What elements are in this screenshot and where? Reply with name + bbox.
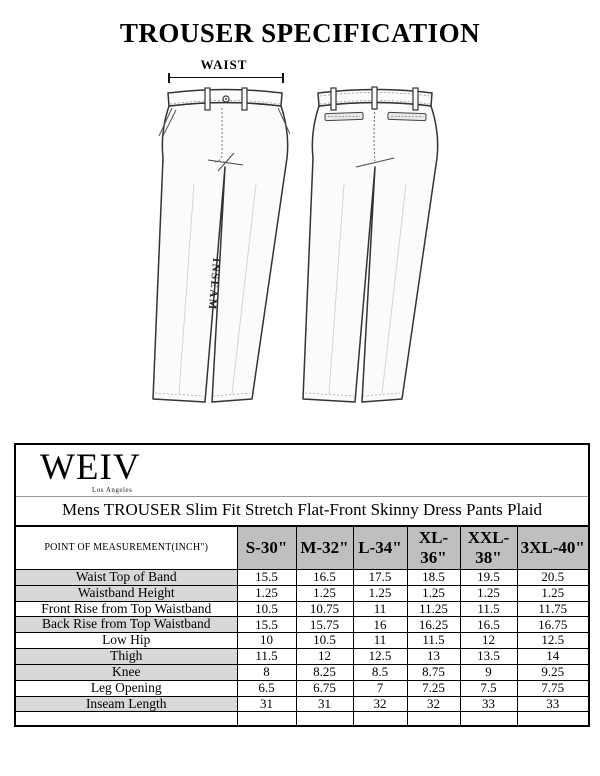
value-cell: 12.5 bbox=[517, 633, 589, 649]
value-cell: 10 bbox=[237, 633, 296, 649]
value-cell: 16.25 bbox=[407, 617, 460, 633]
value-cell: 14 bbox=[517, 649, 589, 665]
value-cell: 15.5 bbox=[237, 617, 296, 633]
value-cell: 8.75 bbox=[407, 664, 460, 680]
row-label: Waist Top of Band bbox=[15, 569, 237, 585]
trouser-front-view-drawing bbox=[150, 84, 290, 410]
row-label: Waistband Height bbox=[15, 585, 237, 601]
trouser-back-body bbox=[303, 103, 438, 403]
table-row bbox=[15, 633, 589, 649]
value-cell: 32 bbox=[407, 696, 460, 712]
row-label: Thigh bbox=[15, 649, 237, 665]
value-cell: 7 bbox=[353, 680, 407, 696]
waist-dimension-line bbox=[168, 73, 284, 83]
value-cell: 8 bbox=[237, 664, 296, 680]
trouser-front-body bbox=[153, 103, 288, 403]
value-cell: 17.5 bbox=[353, 569, 407, 585]
value-cell: 18.5 bbox=[407, 569, 460, 585]
size-header-xl: XL-36" bbox=[407, 526, 460, 570]
value-cell: 1.25 bbox=[517, 585, 589, 601]
value-cell: 16.5 bbox=[460, 617, 517, 633]
brand-logo: WEIV bbox=[40, 447, 141, 488]
value-cell: 8.5 bbox=[353, 664, 407, 680]
value-cell: 12 bbox=[460, 633, 517, 649]
value-cell: 11.25 bbox=[407, 601, 460, 617]
value-cell bbox=[407, 712, 460, 727]
table-row bbox=[15, 696, 589, 712]
value-cell: 16.75 bbox=[517, 617, 589, 633]
trouser-back-view-drawing bbox=[300, 84, 440, 410]
brand-sublabel: Los Angeles bbox=[92, 485, 133, 494]
value-cell: 33 bbox=[517, 696, 589, 712]
value-cell: 11 bbox=[353, 633, 407, 649]
value-cell: 1.25 bbox=[353, 585, 407, 601]
value-cell: 1.25 bbox=[407, 585, 460, 601]
table-header-row bbox=[15, 526, 589, 570]
value-cell: 9 bbox=[460, 664, 517, 680]
value-cell: 10.5 bbox=[296, 633, 353, 649]
table-row bbox=[15, 680, 589, 696]
value-cell bbox=[460, 712, 517, 727]
value-cell: 1.25 bbox=[296, 585, 353, 601]
value-cell: 16 bbox=[353, 617, 407, 633]
value-cell: 1.25 bbox=[460, 585, 517, 601]
product-title: Mens TROUSER Slim Fit Stretch Flat-Front Skinny Dress Pants Plaid bbox=[15, 496, 589, 526]
value-cell: 9.25 bbox=[517, 664, 589, 680]
value-cell: 11.5 bbox=[237, 649, 296, 665]
value-cell: 32 bbox=[353, 696, 407, 712]
waist-button-hole bbox=[225, 98, 227, 100]
value-cell: 15.75 bbox=[296, 617, 353, 633]
value-cell: 10.5 bbox=[237, 601, 296, 617]
row-label: Back Rise from Top Waistband bbox=[15, 617, 237, 633]
value-cell: 13 bbox=[407, 649, 460, 665]
size-header-xxl: XXL-38" bbox=[460, 526, 517, 570]
size-header-m: M-32" bbox=[296, 526, 353, 570]
row-label: Leg Opening bbox=[15, 680, 237, 696]
value-cell: 11.5 bbox=[407, 633, 460, 649]
table-row bbox=[15, 649, 589, 665]
value-cell: 31 bbox=[237, 696, 296, 712]
value-cell: 31 bbox=[296, 696, 353, 712]
size-header-s: S-30" bbox=[237, 526, 296, 570]
value-cell: 10.75 bbox=[296, 601, 353, 617]
value-cell: 8.25 bbox=[296, 664, 353, 680]
value-cell bbox=[517, 712, 589, 727]
value-cell: 12.5 bbox=[353, 649, 407, 665]
value-cell: 15.5 bbox=[237, 569, 296, 585]
value-cell: 11.5 bbox=[460, 601, 517, 617]
value-cell bbox=[353, 712, 407, 727]
row-label: Front Rise from Top Waistband bbox=[15, 601, 237, 617]
value-cell: 7.75 bbox=[517, 680, 589, 696]
value-cell: 12 bbox=[296, 649, 353, 665]
measurement-point-header: POINT OF MEASUREMENT(INCH") bbox=[15, 526, 237, 570]
value-cell: 20.5 bbox=[517, 569, 589, 585]
row-label bbox=[15, 712, 237, 727]
product-title-row bbox=[15, 496, 589, 526]
row-label: Inseam Length bbox=[15, 696, 237, 712]
table-row bbox=[15, 617, 589, 633]
value-cell: 6.75 bbox=[296, 680, 353, 696]
value-cell: 7.25 bbox=[407, 680, 460, 696]
value-cell: 7.5 bbox=[460, 680, 517, 696]
table-row-empty bbox=[15, 712, 589, 727]
value-cell: 19.5 bbox=[460, 569, 517, 585]
table-row bbox=[15, 569, 589, 585]
waist-label: WAIST bbox=[200, 57, 248, 72]
value-cell: 16.5 bbox=[296, 569, 353, 585]
page-title: TROUSER SPECIFICATION bbox=[119, 18, 481, 48]
row-label: Knee bbox=[15, 664, 237, 680]
brand-row bbox=[15, 444, 589, 496]
spec-table bbox=[14, 443, 590, 727]
inseam-label: INSEAM bbox=[205, 257, 223, 312]
row-label: Low Hip bbox=[15, 633, 237, 649]
table-row bbox=[15, 601, 589, 617]
value-cell: 33 bbox=[460, 696, 517, 712]
value-cell: 13.5 bbox=[460, 649, 517, 665]
value-cell bbox=[237, 712, 296, 727]
size-header-3xl: 3XL-40" bbox=[517, 526, 589, 570]
value-cell bbox=[296, 712, 353, 727]
value-cell: 6.5 bbox=[237, 680, 296, 696]
value-cell: 11.75 bbox=[517, 601, 589, 617]
table-row bbox=[15, 585, 589, 601]
value-cell: 11 bbox=[353, 601, 407, 617]
table-row bbox=[15, 664, 589, 680]
value-cell: 1.25 bbox=[237, 585, 296, 601]
size-header-l: L-34" bbox=[353, 526, 407, 570]
